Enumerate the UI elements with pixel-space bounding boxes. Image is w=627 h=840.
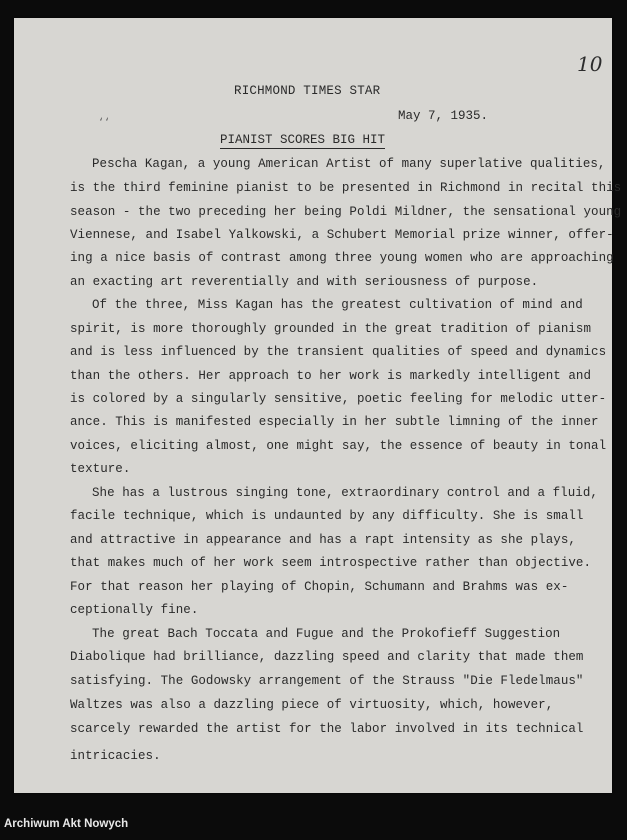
page-number: 10 bbox=[577, 52, 603, 76]
body-line: scarcely rewarded the artist for the labor involved in its technical bbox=[70, 722, 584, 736]
body-line: is the third feminine pianist to be presented in Richmond in recital this bbox=[70, 181, 622, 195]
body-line: than the others. Her approach to her work is markedly intelligent and bbox=[70, 369, 592, 383]
body-line: ceptionally fine. bbox=[70, 603, 199, 617]
newspaper-name: RICHMOND TIMES STAR bbox=[234, 84, 381, 98]
body-line: Viennese, and Isabel Yalkowski, a Schubert Memorial prize winner, offer- bbox=[70, 228, 614, 242]
document-page bbox=[14, 18, 622, 793]
body-line: texture. bbox=[70, 462, 131, 476]
body-line: She has a lustrous singing tone, extraordinary control and a fluid, bbox=[92, 486, 598, 500]
body-line: intricacies. bbox=[70, 749, 161, 763]
archive-footer-label: Archiwum Akt Nowych bbox=[4, 818, 129, 830]
body-line: and attractive in appearance and has a rapt intensity as she plays, bbox=[70, 533, 576, 547]
body-line: Diabolique had brilliance, dazzling speed and clarity that made them bbox=[70, 650, 584, 664]
body-line: Waltzes was also a dazzling piece of virtuosity, which, however, bbox=[70, 698, 554, 712]
body-line: Pescha Kagan, a young American Artist of many superlative qualities, bbox=[92, 157, 606, 171]
body-line: For that reason her playing of Chopin, Schumann and Brahms was ex- bbox=[70, 580, 569, 594]
body-line: satisfying. The Godowsky arrangement of the Strauss "Die Fledelmaus" bbox=[70, 674, 584, 688]
body-line: that makes much of her work seem introspective rather than objective. bbox=[70, 556, 592, 570]
body-line: spirit, is more thoroughly grounded in the great tradition of pianism bbox=[70, 322, 592, 336]
body-line: facile technique, which is undaunted by any difficulty. She is small bbox=[70, 509, 584, 523]
body-line: is colored by a singularly sensitive, poetic feeling for melodic utter- bbox=[70, 392, 607, 406]
body-line: The great Bach Toccata and Fugue and the Prokofieff Suggestion bbox=[92, 627, 561, 641]
article-date: May 7, 1935. bbox=[398, 109, 489, 123]
body-line: an exacting art reverentially and with seriousness of purpose. bbox=[70, 275, 539, 289]
body-line: and is less influenced by the transient qualities of speed and dynamics bbox=[70, 345, 607, 359]
body-line: season - the two preceding her being Poldi Mildner, the sensational young bbox=[70, 205, 622, 219]
body-line: ance. This is manifested especially in her subtle limning of the inner bbox=[70, 415, 599, 429]
body-line: ing a nice basis of contrast among three young women who are approaching bbox=[70, 251, 614, 265]
body-line: voices, eliciting almost, one might say, the essence of beauty in tonal bbox=[70, 439, 607, 453]
margin-mark: ‘‘ bbox=[98, 118, 111, 129]
body-line: Of the three, Miss Kagan has the greatest cultivation of mind and bbox=[92, 298, 583, 312]
headline: PIANIST SCORES BIG HIT bbox=[220, 133, 386, 147]
